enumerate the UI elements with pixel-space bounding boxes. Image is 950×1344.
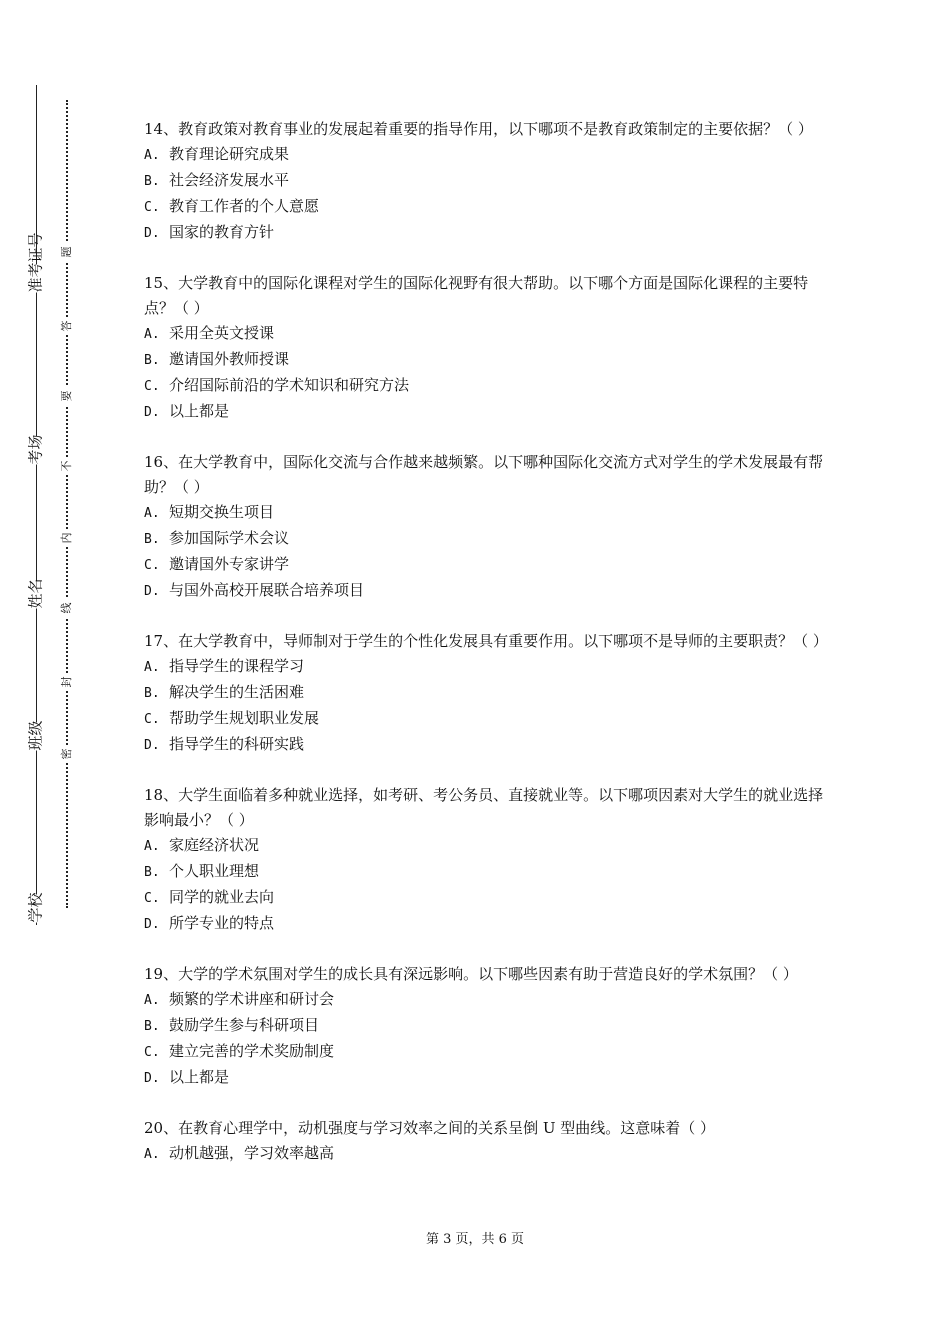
option-a: A. 家庭经济状况 [144, 836, 260, 854]
question-20 [144, 1116, 824, 1167]
option-d: D. 与国外高校开展联合培养项目 [144, 581, 365, 599]
question-stem: 14、教育政策对教育事业的发展起着重要的指导作用，以下哪项不是教育政策制定的主要依据？（ ） [144, 120, 813, 138]
option-d: D. 所学专业的特点 [144, 914, 275, 932]
question-19 [144, 962, 824, 1091]
question-17 [144, 629, 828, 758]
seal-char: 题 [59, 243, 75, 261]
question-18 [144, 783, 824, 937]
question-stem: 15、大学教育中的国际化课程对学生的国际化视野有很大帮助。以下哪个方面是国际化课程的主要特点？（ ） [144, 274, 809, 317]
question-15 [144, 271, 824, 425]
option-c: C. 邀请国外专家讲学 [144, 555, 290, 573]
option-a: A. 频繁的学术讲座和研讨会 [144, 990, 335, 1008]
binding-solid-line [36, 85, 37, 925]
seal-char: 不 [59, 457, 75, 475]
option-a: A. 采用全英文授课 [144, 324, 275, 342]
seal-char: 答 [59, 317, 75, 335]
question-stem: 18、大学生面临着多种就业选择，如考研、考公务员、直接就业等。以下哪项因素对大学生的就业选择影响最小？（ ） [144, 786, 824, 829]
seal-char: 要 [59, 387, 75, 405]
seal-char: 密 [59, 745, 75, 763]
option-a: A. 短期交换生项目 [144, 503, 275, 521]
option-d: D. 以上都是 [144, 1068, 230, 1086]
option-d: D. 国家的教育方针 [144, 223, 275, 241]
option-d: D. 指导学生的科研实践 [144, 735, 305, 753]
field-admission-number: 准考证号 [26, 232, 45, 293]
binding-dotted-line [66, 100, 68, 908]
field-school: 学校 [26, 892, 45, 923]
option-c: C. 帮助学生规划职业发展 [144, 709, 320, 727]
question-stem: 16、在大学教育中，国际化交流与合作越来越频繁。以下哪种国际化交流方式对学生的学术发展最有帮助？（ ） [144, 453, 824, 496]
option-b: B. 解决学生的生活困难 [144, 683, 305, 701]
option-b: B. 个人职业理想 [144, 862, 260, 880]
option-d: D. 以上都是 [144, 402, 230, 420]
option-b: B. 参加国际学术会议 [144, 529, 290, 547]
question-stem: 19、大学的学术氛围对学生的成长具有深远影响。以下哪些因素有助于营造良好的学术氛围？（ ） [144, 965, 798, 983]
seal-char: 封 [59, 673, 75, 691]
option-a: A. 指导学生的课程学习 [144, 657, 305, 675]
option-c: C. 建立完善的学术奖励制度 [144, 1042, 335, 1060]
seal-char: 内 [59, 529, 75, 547]
option-b: B. 社会经济发展水平 [144, 171, 290, 189]
field-class: 班级 [26, 720, 45, 751]
binding-margin [0, 0, 90, 1344]
question-14 [144, 117, 824, 246]
field-name: 姓名 [26, 578, 45, 609]
option-c: C. 介绍国际前沿的学术知识和研究方法 [144, 376, 410, 394]
option-c: C. 同学的就业去向 [144, 888, 275, 906]
question-list [144, 117, 828, 1192]
seal-char: 线 [59, 599, 75, 617]
question-stem: 17、在大学教育中，导师制对于学生的个性化发展具有重要作用。以下哪项不是导师的主要职责？（ ） [144, 632, 828, 650]
option-b: B. 邀请国外教师授课 [144, 350, 290, 368]
option-a: A. 教育理论研究成果 [144, 145, 290, 163]
page-footer: 第 3 页，共 6 页 [425, 1232, 525, 1247]
option-c: C. 教育工作者的个人意愿 [144, 197, 320, 215]
question-stem: 20、在教育心理学中，动机强度与学习效率之间的关系呈倒 U 型曲线。这意味着（ ） [144, 1119, 716, 1137]
option-b: B. 鼓励学生参与科研项目 [144, 1016, 320, 1034]
question-16 [144, 450, 824, 604]
option-a: A. 动机越强，学习效率越高 [144, 1144, 335, 1162]
field-exam-room: 考场 [26, 434, 45, 465]
